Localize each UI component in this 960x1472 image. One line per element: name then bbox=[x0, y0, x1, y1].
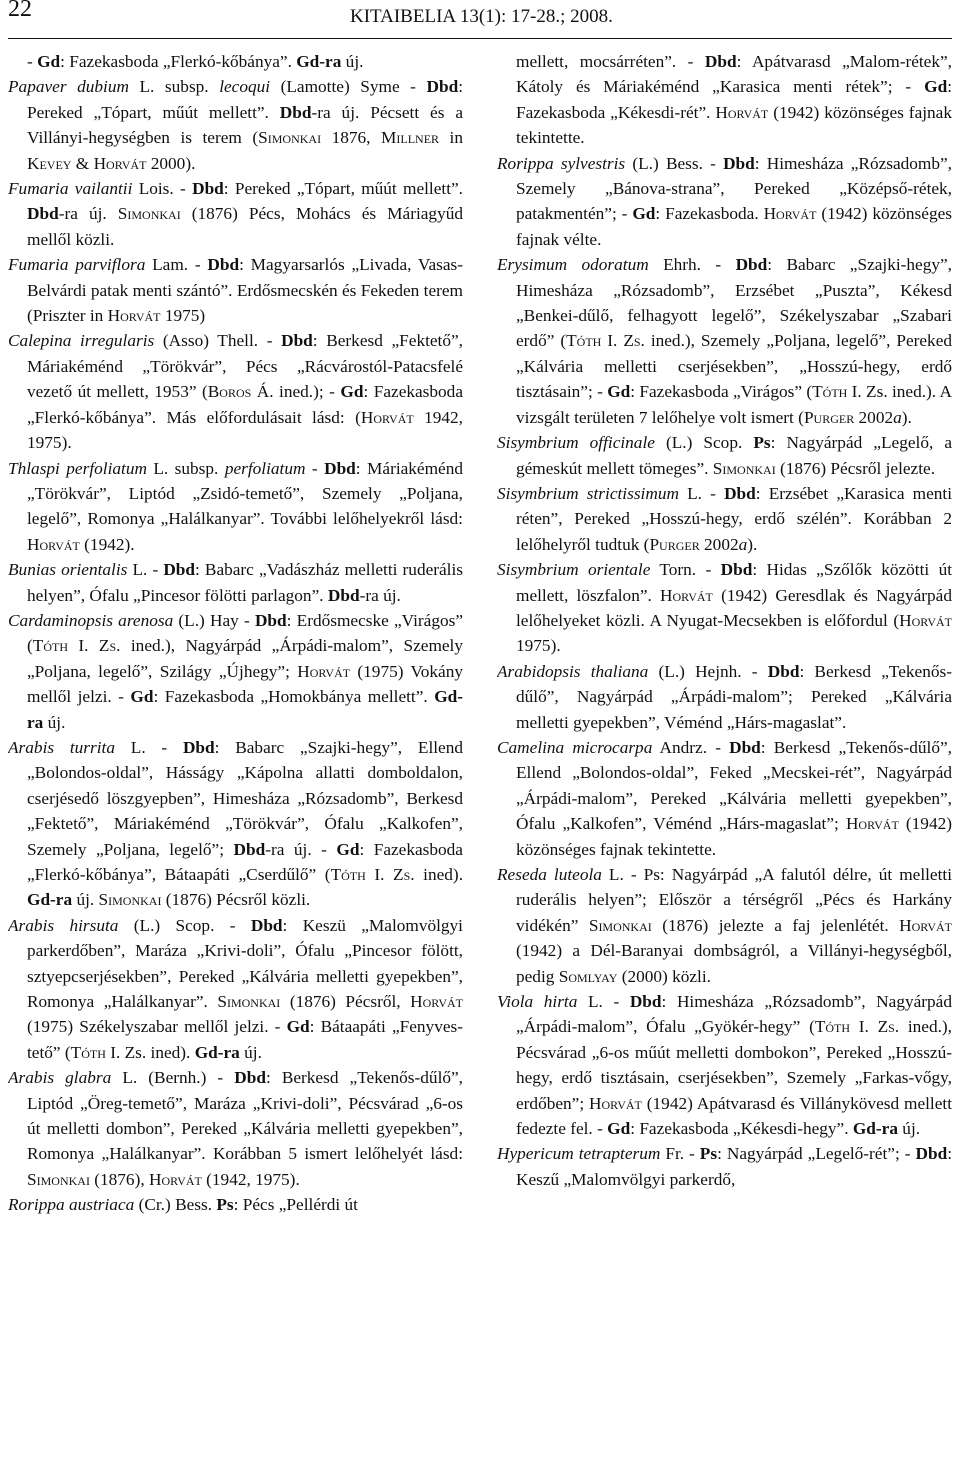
author-name: Simonkai bbox=[98, 890, 162, 910]
region-code: Dbd bbox=[426, 77, 459, 97]
text-run: : Nagyárpád „Legelő, a gémeskút mellett tömeges”. bbox=[516, 433, 952, 478]
author-name: Zs bbox=[98, 636, 117, 656]
author-name: Tóth bbox=[330, 865, 366, 884]
author-name: Horvát bbox=[27, 534, 80, 554]
text-run: (L.) Hejnh. - bbox=[648, 661, 768, 681]
text-run: ined.), Nagyárpád „Árpádi-malom”, Szemely „Poljana, legelő”, Szilágy „Újhegy”; bbox=[27, 636, 463, 681]
text-run: : Erdősmecske „Virágos” ( bbox=[27, 610, 463, 656]
author-name: Horvát bbox=[899, 610, 952, 630]
text-run: új. bbox=[239, 1042, 262, 1062]
species-name: Camelina microcarpa bbox=[497, 737, 653, 757]
text-run: : Himesháza „Rózsadomb”, Szemely „Bánova-strana”, Pereked „Középső-rétek, patakmentén”; - bbox=[516, 153, 952, 224]
region-code: Dbd bbox=[182, 737, 215, 757]
species-name: Fumaria vailantii bbox=[8, 179, 133, 199]
region-code: Dbd bbox=[729, 737, 761, 757]
region-code: Dbd bbox=[704, 52, 737, 71]
text-run: mellett, mocsárréten”. - bbox=[516, 52, 705, 71]
species-name: Erysimum odoratum bbox=[497, 255, 649, 275]
text-run: L. subsp. bbox=[128, 77, 220, 97]
region-code: Dbd bbox=[629, 992, 662, 1012]
text-run: in bbox=[439, 128, 463, 148]
species-name: Arabis glabra bbox=[8, 1068, 112, 1088]
text-run: (L.) Scop. - bbox=[118, 915, 251, 935]
species-name: Calepina irregularis bbox=[8, 331, 155, 351]
text-run: . ined.), Szemely „Poljana, legelő”, Pereked „Kálvária melletti cserjésekben”, „Hosszú-hegy, erdő tisztásain”; - bbox=[516, 331, 952, 402]
author-name: Simonkai bbox=[27, 1169, 90, 1189]
species-entry bbox=[8, 74, 463, 176]
region-code: Gd bbox=[286, 1017, 310, 1037]
text-run: -ra új. bbox=[58, 204, 118, 224]
author-name: Tóth bbox=[814, 1017, 851, 1037]
text-run: : Berkesd „Tekenős-dűlő”, Nagyárpád „Árpádi-malom”; Pereked „Kálvária melletti gyepekben”, Véménd „Hárs-magaslat”. bbox=[516, 661, 952, 732]
author-name: Simonkai bbox=[217, 992, 281, 1012]
text-run: : Berkesd „Tekenős-dűlő”, Liptód „Öreg-temető”, Maráza „Krivi-doli”, Pécsvárad „6-os út melletti dombon”, Pereked „Kálvária melletti gyepekben”, Romonya „Halálkanyar”. Korábban 5 ismert lelőhelyét lásd: bbox=[27, 1068, 463, 1164]
author-name: Horvát bbox=[360, 407, 414, 427]
text-run: Ehrh. - bbox=[648, 255, 736, 275]
text-run: (1975) Vokány mellől jelzi. - bbox=[27, 661, 463, 707]
region-code: Dbd bbox=[735, 255, 768, 275]
text-run: Torn. - bbox=[650, 560, 721, 580]
author-name: Kevey bbox=[27, 153, 72, 173]
author-name: Horvát bbox=[899, 915, 952, 935]
region-code: Gd bbox=[632, 204, 656, 224]
species-name: Arabis turrita bbox=[8, 737, 115, 757]
text-run: Á. ined.); - bbox=[251, 382, 341, 402]
text-run: 1942, 1975). bbox=[27, 407, 463, 453]
author-name: Horvát bbox=[845, 814, 899, 834]
author-name: Horvát bbox=[410, 992, 463, 1012]
species-entry bbox=[8, 1192, 463, 1217]
author-name: Horvát bbox=[93, 153, 147, 173]
text-run: L. (Bernh.) - bbox=[111, 1068, 235, 1088]
region-code: Dbd bbox=[324, 458, 356, 478]
species-entry bbox=[8, 735, 463, 913]
entry-continuation bbox=[497, 49, 952, 151]
species-entry bbox=[8, 176, 463, 252]
species-name: lecoqui bbox=[219, 77, 271, 97]
region-code: Gd bbox=[340, 382, 364, 402]
text-run: Lois. - bbox=[132, 179, 193, 199]
text-run: 2002 bbox=[699, 534, 739, 554]
region-code: Gd-ra bbox=[27, 890, 73, 910]
region-code: Dbd bbox=[279, 102, 312, 122]
region-code: Gd bbox=[37, 52, 61, 71]
region-code: Ps bbox=[699, 1144, 718, 1164]
species-entry bbox=[497, 252, 952, 430]
author-name: Horvát bbox=[148, 1169, 202, 1189]
region-code: Dbd bbox=[327, 585, 360, 605]
text-run: 2002 bbox=[854, 407, 894, 427]
text-run: (1876) jelezte a faj jelenlétét. bbox=[651, 915, 900, 935]
author-name: Simonkai bbox=[588, 915, 652, 935]
text-run: -ra új. Pécsett és a Villányi-hegységben is terem ( bbox=[27, 102, 463, 148]
text-run: (1975) Székelyszabar mellől jelzi. - bbox=[27, 1017, 287, 1037]
text-run: : Himesháza „Rózsadomb”, Nagyárpád „Árpádi-malom”, Ófalu „Gyökér-hegy” ( bbox=[516, 992, 952, 1037]
author-name: Zs bbox=[393, 865, 411, 884]
text-run: : Nagyárpád „Legelő-rét”; - bbox=[717, 1144, 916, 1164]
page-header bbox=[0, 0, 960, 44]
species-name: Bunias orientalis bbox=[8, 560, 128, 580]
text-run: & bbox=[71, 153, 94, 173]
text-run: I. bbox=[601, 331, 624, 351]
species-entry bbox=[497, 735, 952, 862]
species-name: Arabis hirsuta bbox=[8, 915, 119, 935]
region-code: Gd-ra bbox=[296, 52, 342, 71]
region-code: Dbd bbox=[915, 1144, 948, 1164]
text-run: (1942) a Dél-Baranyai dombságról, a Villányi-hegységből, pedig bbox=[516, 941, 952, 986]
species-name: Sisymbrium officinale bbox=[497, 433, 655, 453]
region-code: Gd bbox=[336, 839, 360, 859]
species-name: Rorippa austriaca bbox=[8, 1195, 135, 1215]
text-run: Andrz. - bbox=[652, 737, 730, 757]
species-entry bbox=[8, 1065, 463, 1192]
text-run: : Hidas „Szőlők közötti út mellett, löszfalon”. bbox=[516, 560, 952, 605]
text-run: : Fazekasboda „Flerkó-kőbánya”. Más előfordulásait lásd: ( bbox=[27, 382, 463, 427]
text-run: : Keszű „Malomvölgyi parkerdő, bbox=[516, 1144, 952, 1189]
text-run: (L.) Scop. bbox=[654, 433, 754, 453]
region-code: Dbd bbox=[767, 661, 800, 681]
text-run: I. bbox=[850, 1017, 878, 1037]
text-run: : Fazekasboda „Flerkó-kőbánya”, Bátaapáti „Cserdűlő” ( bbox=[27, 839, 463, 884]
text-run: -ra új. - bbox=[265, 839, 337, 859]
text-run: : Bátaapáti „Fenyves-tető” ( bbox=[27, 1017, 463, 1062]
text-run: : Pereked „Tópart, műút mellett”. bbox=[27, 77, 463, 122]
region-code: Dbd bbox=[233, 839, 266, 859]
author-name: Purger bbox=[803, 407, 855, 427]
author-name: Zs bbox=[623, 331, 641, 351]
text-run: : Berkesd „Tekenős-dűlő”, Ellend „Bolondos-oldal”, Feked „Mecskei-rét”, Nagyárpád „Árpádi-malom”, Pereked „Kálvária melletti gyepekben”, Ófalu „Kalkofen”, Véménd „Hárs-magaslat”; bbox=[516, 737, 952, 834]
text-run: : Magyarsarlós „Livada, Vasas-Belvárdi patak menti szántó”. Erdősmecskén és Fekeden terem (Priszter in bbox=[27, 255, 463, 326]
species-name: Rorippa sylvestris bbox=[497, 153, 626, 173]
text-run: (1876) Pécs, Mohács és Máriagyűd mellől közli. bbox=[27, 204, 463, 249]
text-run: L. - bbox=[127, 560, 164, 580]
species-name: Viola hirta bbox=[497, 992, 578, 1012]
region-code: Dbd bbox=[720, 560, 753, 580]
species-entry bbox=[8, 608, 463, 735]
region-code: Dbd bbox=[250, 915, 283, 935]
author-name: Horvát bbox=[715, 102, 769, 122]
text-run: : Fazekasboda „Flerkó-kőbánya”. bbox=[60, 52, 297, 71]
text-run: (1942, 1975). bbox=[201, 1169, 300, 1189]
page-number: 22 bbox=[8, 0, 32, 22]
text-run: (1942) közönséges fajnak tekintette. bbox=[516, 102, 952, 148]
species-name: perfoliatum bbox=[224, 458, 306, 478]
text-run: : Apátvarasd „Malom-rétek”, Kátoly és Máriakéménd „Karasica menti rétek”; - bbox=[516, 52, 952, 97]
text-run: : Fazekasboda „Virágos” ( bbox=[630, 382, 813, 402]
author-name: Millner bbox=[381, 128, 440, 148]
text-run: I. bbox=[365, 865, 394, 884]
text-run: új. bbox=[72, 890, 99, 910]
journal-citation: KITAIBELIA 13(1): 17-28.; 2008. bbox=[350, 6, 613, 27]
author-name: Horvát bbox=[107, 306, 161, 326]
region-code: Dbd bbox=[27, 204, 59, 224]
author-name: Tóth bbox=[70, 1042, 106, 1062]
text-run: . ined). bbox=[410, 865, 463, 884]
text-run: (1942) közönséges fajnak vélte. bbox=[516, 204, 952, 249]
text-run: (1876) Pécsről jelezte. bbox=[775, 458, 936, 478]
text-run: (2000) közli. bbox=[617, 966, 711, 986]
text-run: L. - bbox=[678, 483, 725, 503]
region-code: Ps bbox=[753, 433, 771, 453]
text-run: -ra új. bbox=[359, 585, 401, 605]
text-run: : Pécs „Pellérdi út bbox=[233, 1195, 358, 1215]
text-run: : Fazekasboda „Kékesdi-rét”. bbox=[516, 77, 952, 122]
author-name: Simonkai bbox=[117, 204, 181, 224]
species-entry bbox=[8, 328, 463, 455]
entry-continuation bbox=[8, 49, 463, 74]
text-run: 1975). bbox=[516, 636, 561, 656]
region-code: Dbd bbox=[234, 1068, 266, 1088]
species-entry bbox=[497, 151, 952, 253]
text-run: (1876) Pécsről közli. bbox=[161, 890, 311, 910]
text-run: Lam. - bbox=[145, 255, 208, 275]
species-name: Thlaspi perfoliatum bbox=[8, 458, 147, 478]
right-column bbox=[497, 49, 952, 1467]
text-run: 2000). bbox=[146, 153, 196, 173]
text-run: (1942) Geresdlak és Nagyárpád lelőhelyeket közli. A Nyugat-Mecsekben is előfordul ( bbox=[516, 585, 952, 630]
species-entry bbox=[497, 1141, 952, 1192]
text-run: I. Zs. ined.). A vizsgált területen 7 lelőhelye volt ismert ( bbox=[516, 382, 952, 427]
text-run: : Máriakéménd „Törökvár”, Liptód „Zsidó-temető”, Szemely „Poljana, legelő”, Romonya „Halálkanyar”. További lelőhelyekről lásd: bbox=[27, 458, 463, 529]
text-run: : Fazekasboda „Kékesdi-hegy”. bbox=[630, 1119, 853, 1139]
author-name: Simonkai bbox=[258, 128, 322, 148]
species-name: Arabidopsis thaliana bbox=[497, 661, 649, 681]
region-code: Gd bbox=[130, 687, 154, 707]
species-name: Sisymbrium strictissimum bbox=[497, 483, 679, 503]
author-name: Simonkai bbox=[712, 458, 776, 478]
text-run: (1942). bbox=[79, 534, 135, 554]
text-run: 1876, bbox=[321, 128, 381, 148]
species-entry bbox=[497, 430, 952, 481]
region-code: Gd-ra bbox=[27, 687, 463, 732]
text-run: ). bbox=[901, 407, 912, 427]
species-name: a bbox=[893, 407, 902, 427]
author-name: Zs bbox=[877, 1017, 895, 1037]
text-run: (1876) Pécsről, bbox=[280, 992, 411, 1012]
region-code: Gd bbox=[607, 382, 631, 402]
region-code: Gd bbox=[607, 1119, 631, 1139]
text-run: . bbox=[116, 636, 121, 656]
region-code: Dbd bbox=[281, 331, 313, 351]
left-column bbox=[8, 49, 463, 1467]
text-run: (Cr.) Bess. bbox=[134, 1195, 217, 1215]
region-code: Ps bbox=[216, 1195, 234, 1215]
species-entry bbox=[8, 557, 463, 608]
text-run: új. bbox=[341, 52, 364, 71]
text-run: (1876), bbox=[89, 1169, 149, 1189]
region-code: Gd bbox=[924, 77, 948, 97]
species-entry bbox=[8, 252, 463, 328]
text-run: : Erzsébet „Karasica menti réten”, Pereked „Hosszú-hegy, erdő szélén”. Korábban 2 lelőhelyről tudtuk ( bbox=[516, 483, 952, 554]
text-run: új. bbox=[897, 1119, 921, 1139]
species-entry bbox=[497, 862, 952, 989]
region-code: Dbd bbox=[207, 255, 240, 275]
author-name: Horvát bbox=[297, 661, 351, 681]
text-run: L. - Ps: Nagyárpád „A falutól délre, út melletti ruderális helyen”; Először a térségről „Pécs és Harkány vidékén” bbox=[516, 865, 952, 935]
text-run: : Fazekasboda „Homokbánya mellett”. bbox=[153, 687, 435, 707]
region-code: Dbd bbox=[724, 483, 756, 503]
species-name: a bbox=[738, 534, 748, 554]
species-entry bbox=[497, 557, 952, 659]
text-run: : Babarc „Szajki-hegy”, Ellend „Bolondos-oldal”, Hásságy „Kápolna allatti domboldalon, cserjésedő löszgyepben”, Himesháza „Rózsadomb”, Berkesd „Fektető”, Máriakéménd „Törökvár”, Ófalu „Kalkofen”, Szemely „Poljana, legelő”; bbox=[27, 737, 463, 859]
author-name: Purger bbox=[649, 534, 700, 554]
text-run: : Babarc „Vadászház melletti ruderális helyen”, Ófalu „Pincesor fölötti parlagon”. bbox=[27, 560, 463, 605]
species-name: Papaver dubium bbox=[8, 77, 129, 97]
species-name: Fumaria parviflora bbox=[8, 255, 146, 275]
author-name: Horvát bbox=[660, 585, 713, 605]
text-run: Fr. - bbox=[660, 1144, 700, 1164]
author-name: Horvát bbox=[763, 204, 817, 224]
header-rule bbox=[8, 38, 952, 39]
text-run: : Keszü „Malomvölgyi parkerdőben”, Maráza „Krivi-doli”, Ófalu „Pincesor fölött, sztyepcserjésekben”, Pereked „Kálvária melletti gyepekben”, Romonya „Halálkanyar”. bbox=[27, 915, 463, 1012]
text-run: : Babarc „Szajki-hegy”, Himesháza „Rózsadomb”, Erzsébet „Puszta”, Kékesd „Benkei-dűlő, felhagyott legelő”, Székelyszabar „Szabari erdő” ( bbox=[516, 255, 952, 351]
text-run: (L.) Bess. - bbox=[625, 153, 724, 173]
author-name: Boros bbox=[207, 382, 252, 402]
species-name: Hypericum tetrapterum bbox=[497, 1144, 661, 1164]
author-name: Somlyay bbox=[558, 966, 618, 986]
text-run: : Berkesd „Fektető”, Máriakéménd „Törökvár”, Pécs „Rácvárostól-Patacsfelé vezető út mellett, 1953” ( bbox=[27, 331, 463, 402]
species-entry bbox=[8, 456, 463, 558]
text-run: - bbox=[27, 52, 38, 71]
region-code: Gd-ra bbox=[194, 1042, 240, 1062]
author-name: Tóth bbox=[566, 331, 602, 351]
text-run: I. Zs. ined). bbox=[105, 1042, 195, 1062]
text-run: (1942) Apátvarasd és Villánykövesd mellett fedezte fel. - bbox=[516, 1093, 952, 1139]
text-run: (Asso) Thell. - bbox=[154, 331, 282, 351]
text-run: : Fazekasboda. bbox=[655, 204, 764, 224]
text-run: L. - bbox=[577, 992, 630, 1012]
species-name: Reseda luteola bbox=[497, 865, 602, 884]
text-run: új. bbox=[43, 712, 66, 732]
text-run: 1975) bbox=[160, 306, 206, 326]
text-run: I. bbox=[67, 636, 99, 656]
text-run: ). bbox=[747, 534, 758, 554]
text-run: (L.) Hay - bbox=[173, 610, 255, 630]
region-code: Dbd bbox=[254, 610, 287, 630]
text-run: L. subsp. bbox=[146, 458, 225, 478]
author-name: Tóth bbox=[32, 636, 68, 656]
species-name: Sisymbrium orientale bbox=[497, 560, 651, 580]
species-entry bbox=[497, 659, 952, 735]
author-name: Horvát bbox=[589, 1093, 642, 1113]
region-code: Dbd bbox=[723, 153, 755, 173]
text-run: (1942) közönséges fajnak tekintette. bbox=[516, 814, 952, 859]
text-run: L. - bbox=[115, 737, 183, 757]
region-code: Dbd bbox=[192, 179, 224, 199]
species-name: Cardaminopsis arenosa bbox=[8, 610, 174, 630]
species-entry bbox=[497, 481, 952, 557]
text-run: . ined.), Pécsvárad „6-os műút melletti dombokon”, Pereked „Hosszú-hegy, erdő tisztásain, cserjésekben”, Szemely „Farkas-vőgy, erdőben”; bbox=[516, 1017, 952, 1113]
author-name: Tóth bbox=[812, 382, 848, 402]
species-entry bbox=[497, 989, 952, 1141]
region-code: Gd-ra bbox=[852, 1119, 898, 1139]
text-run: - bbox=[305, 458, 325, 478]
text-run: : Pereked „Tópart, műút mellett”. bbox=[223, 179, 463, 199]
species-entry bbox=[8, 913, 463, 1065]
region-code: Dbd bbox=[163, 560, 196, 580]
text-run: (Lamotte) Syme - bbox=[270, 77, 427, 97]
